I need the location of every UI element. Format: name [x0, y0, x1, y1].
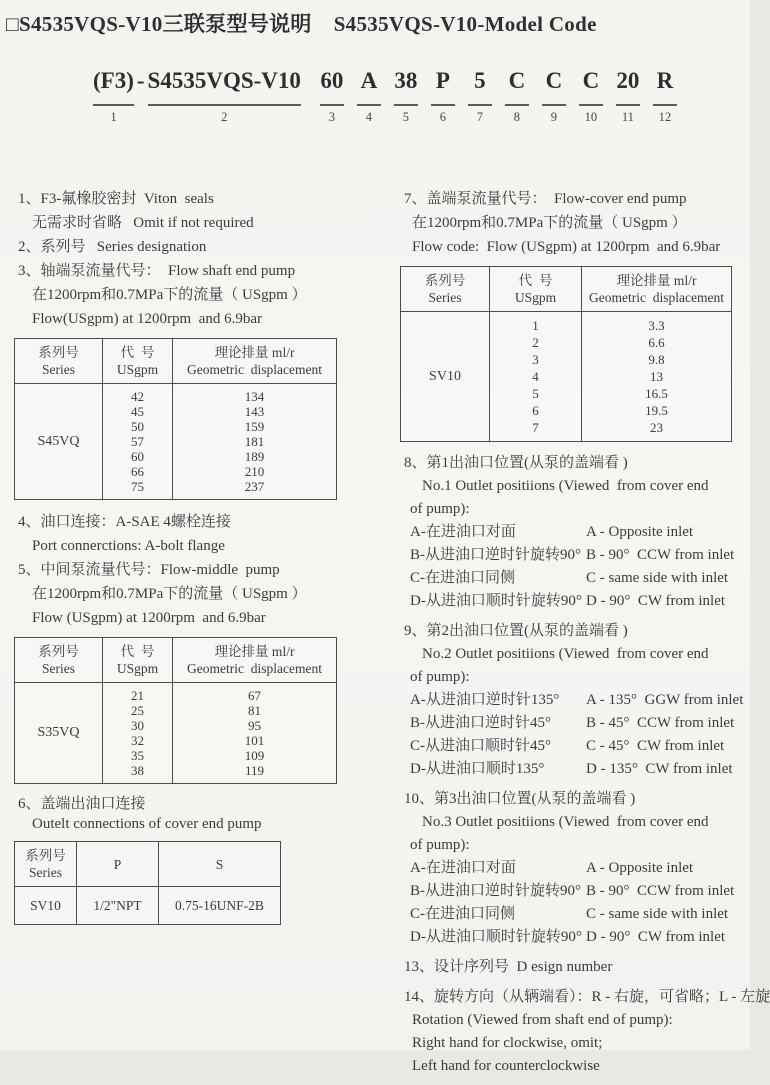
item-text: 轴端泵流量代号： Flow shaft end pump [40, 263, 296, 279]
option-row: D-从进油口顺时针旋转90° D - 90° CW from inlet [410, 929, 726, 945]
code-text: (F3) [93, 68, 134, 93]
option-row: A-从进油口逆时针135° A - 135° GGW from inlet [410, 692, 744, 708]
model-code [93, 68, 750, 125]
header-series: 系列号 Series [15, 339, 103, 384]
underline [468, 104, 492, 106]
model-code-part-11: 20 11 [616, 68, 640, 124]
item-number: 14、 [404, 989, 435, 1005]
item-number: 2、 [18, 239, 41, 255]
item-text: 系列号 Series designation [40, 239, 207, 255]
item-number: 1、 [18, 191, 41, 207]
displacement-values: 134 143 159 181 189 210 237 [173, 384, 337, 500]
underline [579, 104, 603, 106]
item-text: No.2 Outlet positiions (Viewed from cover end [422, 646, 709, 662]
item-text: 在1200rpm和0.7MPa下的流量（ USgpm ） [412, 215, 687, 231]
item-number: 13、 [404, 959, 435, 975]
series-cell: SV10 [401, 312, 490, 442]
code-text: S4535VQS-V10 [147, 68, 301, 93]
item-14 [398, 986, 770, 1078]
series-cell: S35VQ [15, 683, 103, 784]
underline [93, 104, 134, 106]
page-title [0, 0, 750, 38]
model-code-part-1 [93, 68, 134, 125]
item-text: of pump): [410, 669, 470, 685]
model-code-part-10: C 10 [579, 68, 603, 125]
sv10-flow-table [400, 266, 732, 442]
item-4 [12, 510, 378, 558]
header-p: P [77, 842, 159, 887]
item-number: 10、 [404, 791, 435, 807]
item-number: 8、 [404, 455, 427, 471]
item-title: 第3出油口位置(从泵的盖端看 ) [434, 791, 636, 807]
right-column [398, 187, 770, 1085]
header-displacement: 理论排量 ml/r Geometric displacement [173, 638, 337, 683]
option-row: C-从进油口顺时针45° C - 45° CW from inlet [410, 738, 725, 754]
model-code-part-12: R 12 [653, 68, 677, 125]
option-row: C-在进油口同侧 C - same side with inlet [410, 570, 729, 586]
option-row: D-从进油口顺时针旋转90° D - 90° CW from inlet [410, 593, 726, 609]
s-value: 0.75-16UNF-2B [159, 887, 281, 925]
series-cell: S45VQ [15, 384, 103, 500]
option-row: C-在进油口同侧 C - same side with inlet [410, 906, 729, 922]
item-9 [398, 620, 750, 781]
item-text: Outelt connections of cover end pump [32, 816, 262, 832]
item-title: 第1出油口位置(从泵的盖端看 ) [426, 455, 628, 471]
underline [320, 104, 344, 106]
table-header-row [15, 842, 281, 887]
table-body-row [15, 887, 281, 925]
model-code-part-5: 38 5 [394, 68, 418, 124]
item-1 [12, 187, 378, 235]
option-row: B-从进油口逆时针45° B - 45° CCW from inlet [410, 715, 735, 731]
table-body-row [15, 384, 337, 500]
option-row: A-在进油口对面 A - Opposite inlet [410, 524, 694, 540]
header-series: 系列号 Series [15, 842, 77, 887]
square-bullet-icon: □ [6, 12, 19, 36]
header-displacement: 理论排量 ml/r Geometric displacement [173, 339, 337, 384]
underline [653, 104, 677, 106]
item-text: No.1 Outlet positiions (Viewed from cover end [422, 478, 709, 494]
underline [394, 104, 418, 106]
left-column [12, 187, 378, 1085]
header-series: 系列号 Series [401, 267, 490, 312]
item-number: 4、 [18, 514, 41, 530]
item-title: 第2出油口位置(从泵的盖端看 ) [426, 623, 628, 639]
underline [431, 104, 455, 106]
model-code-part-7: 5 7 [468, 68, 492, 125]
item-text: 在1200rpm和0.7MPa下的流量（ USgpm ） [32, 287, 307, 303]
series-cell: SV10 [15, 887, 77, 925]
code-number: 1 [110, 110, 117, 124]
item-text: 中间泵流量代号：Flow-middle pump [40, 562, 280, 578]
item-text: 盖端泵流量代号： Flow-cover end pump [426, 191, 687, 207]
item-text: of pump): [410, 501, 470, 517]
item-2 [12, 235, 378, 259]
table-body-row [15, 683, 337, 784]
model-code-part-6: P 6 [431, 68, 455, 125]
item-text: Rotation (Viewed from shaft end of pump): [412, 1012, 673, 1028]
item-5 [12, 558, 378, 630]
table-header-row [15, 638, 337, 683]
header-code: 代 号 USgpm [103, 638, 173, 683]
header-code: 代 号 USgpm [103, 339, 173, 384]
displacement-values: 3.3 6.6 9.8 13 16.5 19.5 23 [582, 312, 732, 442]
table-body-row [401, 312, 732, 442]
item-text: 无需求时省略 Omit if not required [32, 215, 254, 231]
code-values: 21 25 30 32 35 38 [103, 683, 173, 784]
option-row: A-在进油口对面 A - Opposite inlet [410, 860, 694, 876]
underline [616, 104, 640, 106]
model-code-part-2 [148, 68, 301, 125]
item-text: F3-氟橡胶密封 Viton seals [40, 191, 214, 207]
header-displacement: 理论排量 ml/r Geometric displacement [582, 267, 732, 312]
item-number: 6、 [18, 796, 41, 812]
underline [357, 104, 381, 106]
item-3 [12, 259, 378, 331]
code-number: 2 [221, 110, 228, 124]
item-text: Left hand for counterclockwise [412, 1058, 600, 1074]
item-number: 5、 [18, 562, 41, 578]
item-text: Port connerctions: A-bolt flange [32, 538, 225, 554]
item-text: 盖端出油口连接 [40, 796, 146, 812]
p-value: 1/2"NPT [77, 887, 159, 925]
item-7 [398, 187, 750, 259]
option-row: D-从进油口顺时135° D - 135° CW from inlet [410, 761, 733, 777]
title-cn: □S4535VQS-V10三联泵型号说明 [6, 12, 312, 36]
item-text: 旋转方向（从辆端看）：R - 右旋，可省略；L - 左旋 [434, 989, 770, 1005]
model-code-part-9: C 9 [542, 68, 566, 125]
option-row: B-从进油口逆时针旋转90° B - 90° CCW from inlet [410, 883, 735, 899]
item-number: 7、 [404, 191, 427, 207]
code-values: 42 45 50 57 60 66 75 [103, 384, 173, 500]
model-code-part-4: A 4 [357, 68, 381, 125]
header-s: S [159, 842, 281, 887]
code-values: 1 2 3 4 5 6 7 [490, 312, 582, 442]
underline [505, 104, 529, 106]
item-8 [398, 452, 750, 613]
item-number: 3、 [18, 263, 41, 279]
table-header-row [15, 339, 337, 384]
item-text: Right hand for clockwise, omit; [412, 1035, 603, 1051]
title-en: S4535VQS-V10-Model Code [333, 12, 597, 36]
sv10-port-table [14, 841, 281, 925]
item-text: No.3 Outlet positiions (Viewed from cover end [422, 814, 709, 830]
option-row: B-从进油口逆时针旋转90° B - 90° CCW from inlet [410, 547, 735, 563]
underline [148, 104, 301, 106]
table-header-row [401, 267, 732, 312]
s45vq-flow-table [14, 338, 337, 500]
item-text: 在1200rpm和0.7MPa下的流量（ USgpm ） [32, 586, 307, 602]
item-text: Flow (USgpm) at 1200rpm and 6.9bar [32, 610, 266, 626]
item-text: of pump): [410, 837, 470, 853]
header-code: 代 号 USgpm [490, 267, 582, 312]
item-6 [12, 794, 378, 834]
item-13 [398, 956, 750, 979]
underline [542, 104, 566, 106]
s35vq-flow-table [14, 637, 337, 784]
item-text: Flow(USgpm) at 1200rpm and 6.9bar [32, 311, 262, 327]
item-text: 油口连接：A-SAE 4螺栓连接 [40, 514, 231, 530]
content-columns [0, 187, 770, 1085]
item-text: 设计序列号 D esign number [434, 959, 613, 975]
item-10 [398, 788, 750, 949]
item-text: Flow code: Flow (USgpm) at 1200rpm and 6.9bar [412, 239, 721, 255]
item-number: 9、 [404, 623, 427, 639]
model-code-dash: - [136, 68, 145, 93]
model-code-part-8: C 8 [505, 68, 529, 125]
model-code-part-3: 60 3 [320, 68, 344, 124]
displacement-values: 67 81 95 101 109 119 [173, 683, 337, 784]
header-series: 系列号 Series [15, 638, 103, 683]
